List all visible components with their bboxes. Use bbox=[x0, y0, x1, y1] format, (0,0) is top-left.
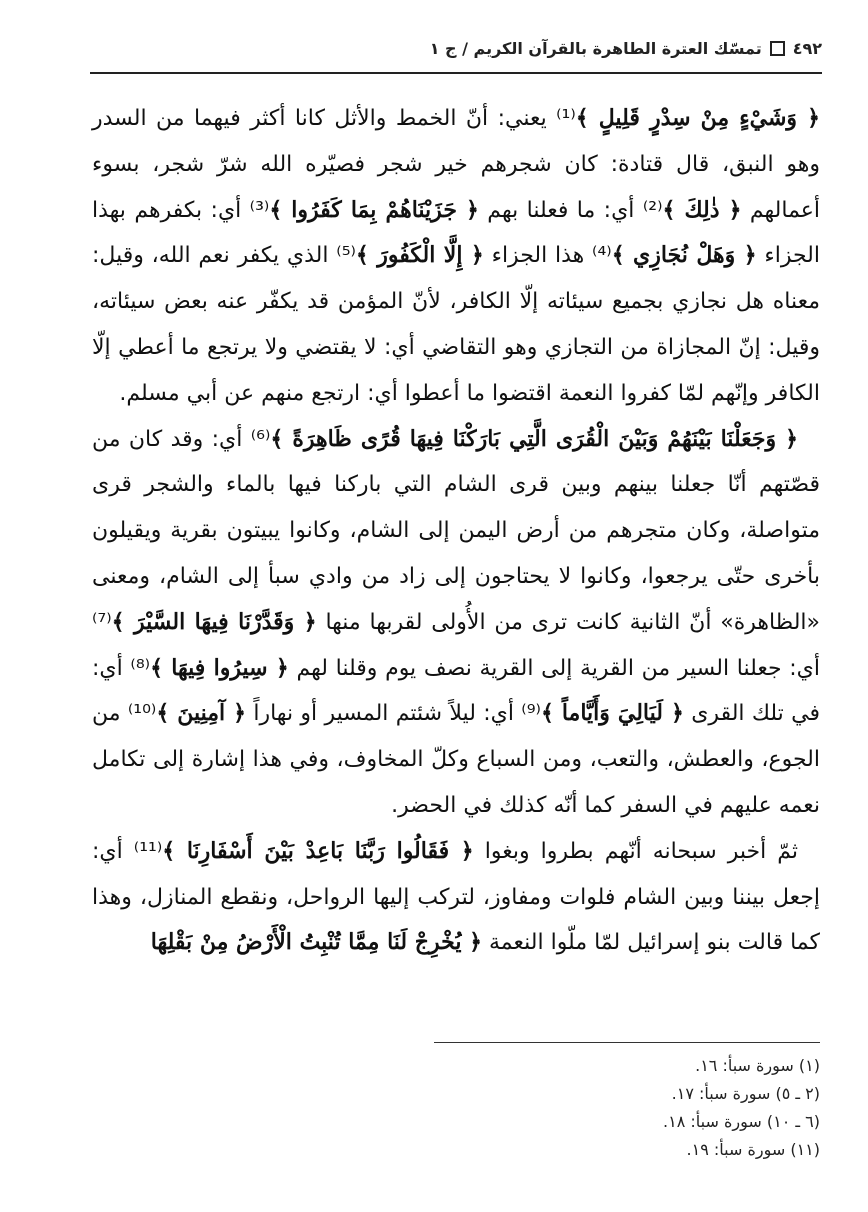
commentary-text: ⁽¹⁾ يعني: أنّ الخمط والأثل كانا أكثر فيهما من السدر وهو النبق، قال قتادة: كان شجرهم خير شجر فصيّره الله شرّ شجر، بسوء أعمالهم bbox=[92, 106, 821, 223]
commentary-text: ⁽⁴⁾ هذا الجزاء bbox=[483, 243, 612, 269]
book-title: تمسّك العترة الطاهرة بالقرآن الكريم / ج ١ bbox=[429, 38, 762, 58]
quran-verse: ﴿ وَقَدَّرْنَا فِيهَا السَّيْرَ ﴾ bbox=[111, 608, 317, 635]
page-number: ٤٩٢ bbox=[792, 38, 822, 58]
commentary-text: ⁽⁶⁾ أي: وقد كان من قصّتهم أنّا جعلنا بينهم وبين قرى الشام التي باركنا فيها بالماء والشجر قرى متواصلة، وكان متجرهم من أرض اليمن إلى الشام، وكانوا يبيتون بقرية ويقيلون بأخرى حتّى يرجعوا، وكانوا لا يحتاجون إلى زاد من وادي سبأ إلى الشام، ومعنى «الظاهرة» أنّ الثانية كانت ترى من الأُولى لقربها منها bbox=[92, 426, 820, 635]
footnote: (٦ ـ ١٠) سورة سبأ: ١٨. bbox=[663, 1112, 820, 1131]
commentary-text: ثمّ أخبر سبحانه أنّهم بطروا وبغوا bbox=[473, 838, 798, 864]
footnote: (١) سورة سبأ: ١٦. bbox=[695, 1056, 820, 1075]
quran-verse: ﴿ جَزَيْنَاهُمْ بِمَا كَفَرُوا ﴾ bbox=[269, 196, 479, 223]
main-text bbox=[92, 96, 820, 966]
quran-verse: ﴿ وَجَعَلْنَا بَيْنَهُمْ وَبَيْنَ الْقُرَى الَّتِي بَارَكْنَا فِيهَا قُرًى ظَاهِرَةً ﴾ bbox=[270, 425, 798, 452]
quran-verse: ﴿ يُخْرِجْ لَنَا مِمَّا تُنْبِتُ الْأَرْضُ مِنْ بَقْلِهَا bbox=[150, 929, 483, 956]
footnote: (٢ ـ ٥) سورة سبأ: ١٧. bbox=[671, 1084, 820, 1103]
square-ornament-icon bbox=[770, 41, 785, 56]
paragraph bbox=[92, 96, 820, 417]
quran-verse: ﴿ وَهَلْ نُجَازِي ﴾ bbox=[611, 242, 757, 269]
footnote: (١١) سورة سبأ: ١٩. bbox=[686, 1140, 820, 1159]
header-divider bbox=[90, 72, 822, 74]
quran-verse: ﴿ وَشَيْءٍ مِنْ سِدْرٍ قَلِيلٍ ﴾ bbox=[575, 105, 820, 131]
quran-verse: ﴿ لَيَالِيَ وَأَيَّاماً ﴾ bbox=[540, 700, 684, 727]
commentary-text: ⁽²⁾ أي: ما فعلنا بهم bbox=[478, 197, 663, 223]
running-header bbox=[90, 28, 822, 68]
footnotes bbox=[434, 1052, 820, 1164]
commentary-text: ⁽⁹⁾ أي: ليلاً شئتم المسير أو نهاراً bbox=[246, 701, 541, 727]
quran-verse: ﴿ سِيرُوا فِيهَا ﴾ bbox=[150, 654, 289, 681]
quran-verse: ﴿ آمِنِينَ ﴾ bbox=[156, 700, 247, 727]
paragraph bbox=[92, 829, 820, 966]
commentary-text: ⁽⁸⁾ أي: في تلك القرى bbox=[92, 655, 820, 727]
commentary-text: ⁽⁷⁾ أي: جعلنا السير من القرية إلى القرية نصف يوم وقلنا لهم bbox=[92, 609, 821, 681]
commentary-text: ⁽³⁾ أي: بكفرهم بهذا الجزاء bbox=[92, 197, 820, 269]
footnote-divider bbox=[434, 1042, 820, 1043]
commentary-text: ⁽⁵⁾ الذي يكفر نعم الله، وقيل: معناه هل نجازي بجميع سيئاته إلّا الكافر، لأنّ المؤمن قد يكفّر عنه بعض سيئاته، وقيل: إنّ المجازاة من التجازي وهو التقاضي أي: لا يقتضي ولا يرتجع ما أعطي إلّا الكافر وإنّهم لمّا كفروا النعمة اقتضوا ما أعطوا أي: ارتجع منهم عن أبي مسلم. bbox=[92, 243, 820, 406]
commentary-text: ⁽¹⁰⁾ من الجوع، والعطش، والتعب، ومن السباع وكلّ المخاوف، وفي هذا إشارة إلى تكامل نعمه عليهم في السفر كما أنّه كذلك في الحضر. bbox=[92, 701, 820, 818]
paragraph bbox=[92, 417, 820, 829]
quran-verse: ﴿ إِلَّا الْكَفُورَ ﴾ bbox=[355, 242, 484, 269]
commentary-text: ⁽¹¹⁾ أي: إجعل بيننا وبين الشام فلوات ومفاوز، لترکب إليها الرواحل، ونقطع المنازل، وهذا كما قالت بنو إسرائيل لمّا ملّوا النعمة bbox=[92, 838, 820, 956]
quran-verse: ﴿ فَقَالُوا رَبَّنَا بَاعِدْ بَيْنَ أَسْفَارِنَا ﴾ bbox=[162, 837, 474, 864]
quran-verse: ﴿ ذٰلِكَ ﴾ bbox=[662, 196, 742, 223]
